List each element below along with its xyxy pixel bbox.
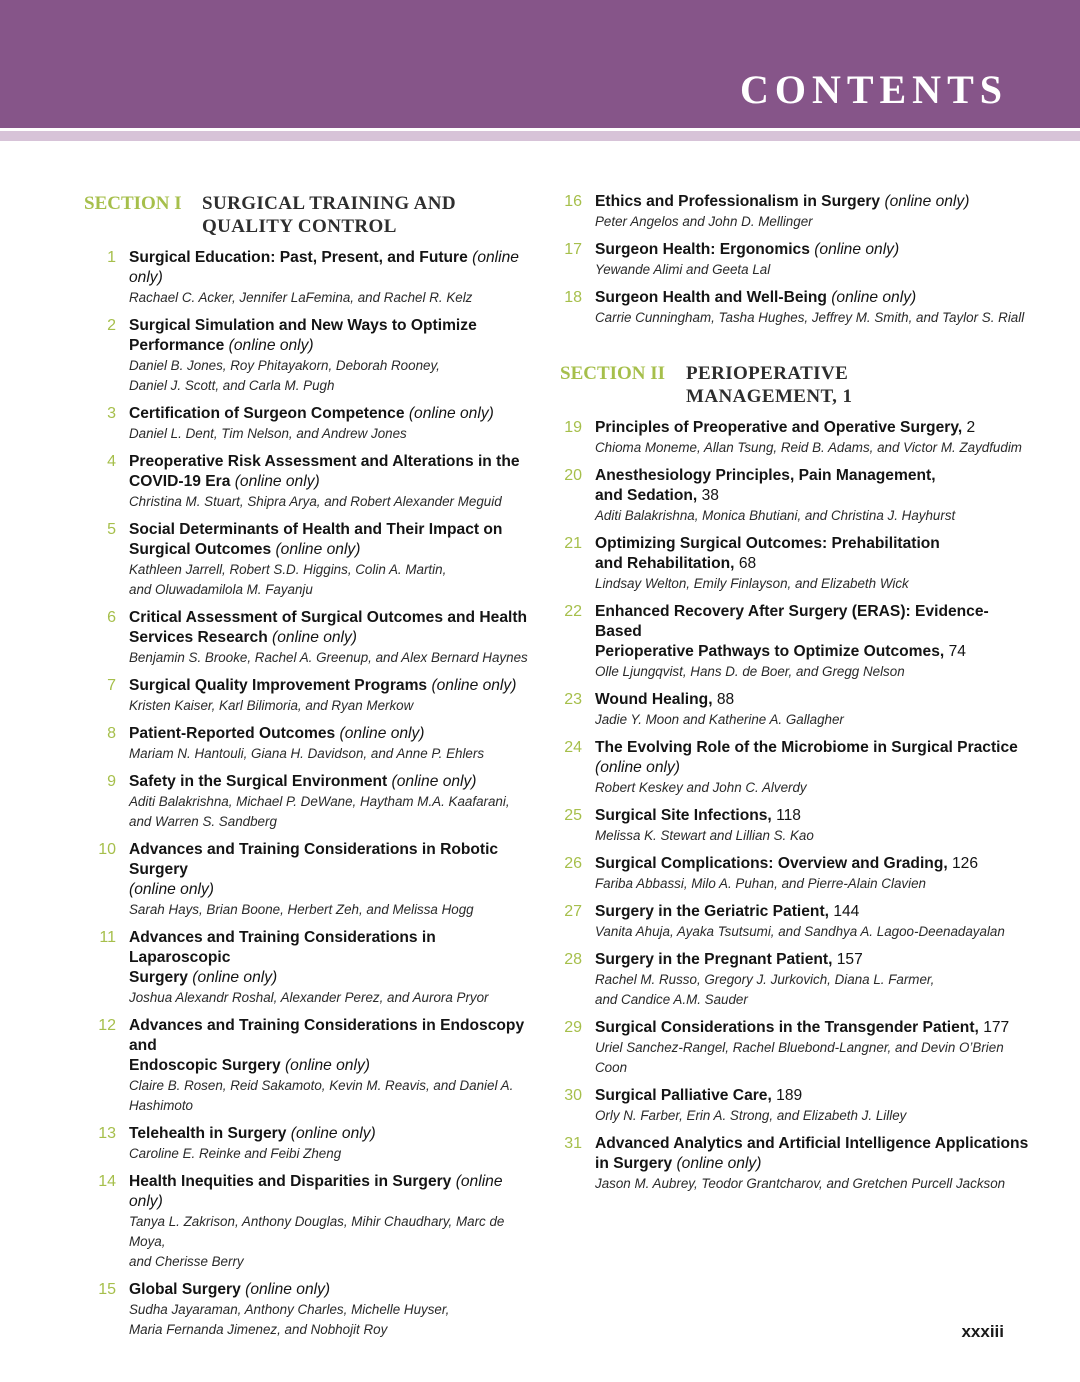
toc-entry[interactable]: [560, 602, 1030, 682]
toc-entry[interactable]: [84, 676, 534, 716]
chapter-title: [595, 192, 1030, 212]
chapter-number: 22: [564, 603, 582, 620]
chapter-title: [129, 840, 534, 900]
authors-line: and Candice A.M. Sauder: [595, 992, 748, 1007]
chapter-title-line: [595, 554, 1030, 574]
authors-line: Peter Angelos and John D. Mellinger: [595, 214, 813, 229]
chapter-title-text: Surgical Outcomes: [129, 541, 272, 558]
toc-entry[interactable]: [560, 240, 1030, 280]
chapter-title-line: [595, 288, 1030, 308]
authors-line: and Warren S. Sandberg: [129, 814, 277, 829]
chapter-title-text: Patient-Reported Outcomes: [129, 725, 336, 742]
entry-list: [560, 192, 1030, 328]
chapter-title-line: [129, 928, 534, 968]
toc-entry[interactable]: [84, 452, 534, 512]
chapter-title-text: Surgery in the Pregnant Patient,: [595, 951, 833, 968]
chapter-title: [595, 902, 1030, 922]
chapter-title: [129, 724, 534, 744]
chapter-title-line: [595, 902, 1030, 922]
chapter-number: 16: [564, 193, 582, 210]
entry-body: [595, 1018, 1030, 1078]
chapter-number: 27: [564, 903, 582, 920]
toc-entry[interactable]: [84, 772, 534, 832]
chapter-title-line: [595, 1018, 1030, 1038]
chapter-title-line: [129, 336, 534, 356]
authors-line: Christina M. Stuart, Shipra Arya, and Robert Alexander Meguid: [129, 494, 502, 509]
chapter-title-line: [595, 642, 1030, 662]
chapter-title-line: [129, 724, 534, 744]
entry-body: [595, 806, 1030, 846]
section-title-line: SURGICAL TRAINING AND: [202, 193, 457, 214]
chapter-title-line: [129, 1016, 534, 1056]
online-only-note: (online only): [880, 193, 970, 210]
entry-body: [129, 772, 534, 832]
online-only-note: (online only): [230, 473, 320, 490]
chapter-title-line: [129, 404, 534, 424]
toc-entry[interactable]: [560, 690, 1030, 730]
chapter-number: 12: [98, 1017, 116, 1034]
authors-line: Daniel B. Jones, Roy Phitayakorn, Deborah Rooney,: [129, 358, 440, 373]
chapter-title-text: Critical Assessment of Surgical Outcomes and Health: [129, 609, 528, 626]
entry-body: [129, 724, 534, 764]
authors-line: Claire B. Rosen, Reid Sakamoto, Kevin M. Reavis, and Daniel A.: [129, 1078, 514, 1093]
page-number: xxxiii: [961, 1322, 1004, 1341]
chapter-title-line: [595, 738, 1030, 758]
chapter-title: [129, 1172, 534, 1212]
page-ref: 68: [734, 555, 757, 572]
entry-list: [84, 248, 534, 1340]
authors-line: Fariba Abbassi, Milo A. Puhan, and Pierre-Alain Clavien: [595, 876, 926, 891]
right-column: [560, 192, 1030, 1202]
toc-entry[interactable]: [560, 534, 1030, 594]
chapter-title-text: Safety in the Surgical Environment: [129, 773, 388, 790]
toc-entry[interactable]: [84, 316, 534, 396]
online-only-note: (online only): [129, 249, 519, 286]
page-ref: 157: [832, 951, 863, 968]
toc-entry[interactable]: [560, 1134, 1030, 1194]
chapter-title-text: Surgical Palliative Care,: [595, 1087, 772, 1104]
chapter-number: 25: [564, 807, 582, 824]
online-only-note: (online only): [335, 725, 425, 742]
toc-entry[interactable]: [560, 738, 1030, 798]
chapter-title-line: [129, 1172, 534, 1212]
chapter-number: 1: [107, 249, 116, 266]
entry-body: [595, 1086, 1030, 1126]
toc-entry[interactable]: [84, 1280, 534, 1340]
authors-line: Orly N. Farber, Erin A. Strong, and Elizabeth J. Lilley: [595, 1108, 907, 1123]
entry-body: [595, 902, 1030, 942]
chapter-number: 3: [107, 405, 116, 422]
online-only-note: (online only): [224, 337, 314, 354]
authors-line: Vanita Ahuja, Ayaka Tsutsumi, and Sandhya A. Lagoo-Deenadayalan: [595, 924, 1005, 939]
authors-line: Daniel L. Dent, Tim Nelson, and Andrew Jones: [129, 426, 407, 441]
chapter-title-line: [595, 240, 1030, 260]
chapter-title-line: [129, 1280, 534, 1300]
chapter-title: [595, 466, 1030, 506]
chapter-title-text: Surgeon Health and Well-Being: [595, 289, 827, 306]
chapter-title-text: Social Determinants of Health and Their Impact on: [129, 521, 503, 538]
authors-line: Kristen Kaiser, Karl Bilimoria, and Ryan Merkow: [129, 698, 414, 713]
page-ref: 38: [697, 487, 719, 504]
section-title: [686, 362, 852, 408]
chapter-title-text: in Surgery: [595, 1155, 673, 1172]
toc-entry[interactable]: [560, 1086, 1030, 1126]
section-heading: [84, 192, 534, 238]
toc-entry[interactable]: [560, 854, 1030, 894]
toc-entry[interactable]: [560, 806, 1030, 846]
chapter-title-text: COVID-19 Era: [129, 473, 231, 490]
online-only-note: (online only): [267, 629, 357, 646]
authors-line: Daniel J. Scott, and Carla M. Pugh: [129, 378, 335, 393]
entry-body: [129, 452, 534, 512]
chapter-number: 30: [564, 1087, 582, 1104]
page-ref: 118: [771, 807, 801, 824]
toc-entry[interactable]: [84, 840, 534, 920]
entry-body: [129, 1172, 534, 1272]
chapter-title-line: [129, 1124, 534, 1144]
chapter-title: [595, 690, 1030, 710]
chapter-title: [595, 1086, 1030, 1106]
entry-body: [595, 192, 1030, 232]
toc-entry[interactable]: [560, 902, 1030, 942]
chapter-number: 31: [564, 1135, 582, 1152]
page-ref: 189: [771, 1087, 803, 1104]
chapter-number: 2: [107, 317, 116, 334]
authors-line: Lindsay Welton, Emily Finlayson, and Elizabeth Wick: [595, 576, 909, 591]
chapter-title-text: Surgical Education: Past, Present, and Future: [129, 249, 468, 266]
chapter-title-text: Telehealth in Surgery: [129, 1125, 287, 1142]
authors-line: Maria Fernanda Jimenez, and Nobhojit Roy: [129, 1322, 388, 1337]
entry-body: [595, 738, 1030, 798]
authors-line: Rachel M. Russo, Gregory J. Jurkovich, Diana L. Farmer,: [595, 972, 935, 987]
entry-body: [595, 602, 1030, 682]
online-only-note: (online only): [187, 969, 278, 986]
chapter-title-text: Surgical Complications: Overview and Grading,: [595, 855, 948, 872]
chapter-title-text: Preoperative Risk Assessment and Alterations in the: [129, 453, 520, 470]
chapter-title: [595, 418, 1030, 438]
chapter-title-line: [129, 452, 534, 472]
chapter-title-text: Anesthesiology Principles, Pain Management,: [595, 467, 936, 484]
chapter-title-text: Services Research: [129, 629, 268, 646]
chapter-title: [129, 452, 534, 492]
entry-body: [129, 248, 534, 308]
header-rule: [0, 131, 1080, 141]
chapter-title-line: [595, 192, 1030, 212]
online-only-note: (online only): [387, 773, 477, 790]
chapter-title-text: Surgical Considerations in the Transgender Patient,: [595, 1019, 979, 1036]
chapter-title: [595, 534, 1030, 574]
online-only-note: (online only): [129, 881, 214, 898]
entry-body: [595, 466, 1030, 526]
authors-line: Melissa K. Stewart and Lillian S. Kao: [595, 828, 814, 843]
chapter-title-text: Wound Healing,: [595, 691, 713, 708]
chapter-title-text: Advanced Analytics and Artificial Intelligence Applications: [595, 1135, 1029, 1152]
chapter-title-line: [129, 968, 534, 988]
chapter-title-text: Surgical Quality Improvement Programs: [129, 677, 428, 694]
section-title-line: PERIOPERATIVE: [686, 363, 849, 384]
chapter-number: 17: [564, 241, 582, 258]
chapter-number: 21: [564, 535, 582, 552]
chapter-title-text: Advances and Training Considerations in Endoscopy and: [129, 1017, 525, 1054]
chapter-title-line: [129, 472, 534, 492]
entry-body: [129, 840, 534, 920]
entry-body: [595, 854, 1030, 894]
chapter-number: 4: [107, 453, 116, 470]
online-only-note: (online only): [809, 241, 900, 258]
entry-body: [129, 1280, 534, 1340]
chapter-number: 19: [564, 419, 582, 436]
entry-body: [129, 1016, 534, 1116]
chapter-title-line: [595, 1134, 1030, 1154]
authors-line: Olle Ljungqvist, Hans D. de Boer, and Gregg Nelson: [595, 664, 905, 679]
authors-line: Uriel Sanchez-Rangel, Rachel Bluebond-Langner, and Devin O’Brien Coon: [595, 1040, 1004, 1075]
online-only-note: (online only): [129, 1173, 503, 1210]
toc-entry[interactable]: [84, 928, 534, 1008]
chapter-title: [595, 1018, 1030, 1038]
chapter-title-text: and Sedation,: [595, 487, 698, 504]
online-only-note: (online only): [280, 1057, 370, 1074]
chapter-number: 8: [107, 725, 116, 742]
chapter-number: 20: [564, 467, 582, 484]
chapter-title: [595, 288, 1030, 308]
chapter-title: [129, 676, 534, 696]
toc-entry[interactable]: [560, 288, 1030, 328]
online-only-note: (online only): [672, 1155, 762, 1172]
toc-entry[interactable]: [84, 1124, 534, 1164]
chapter-number: 14: [98, 1173, 116, 1190]
authors-line: Robert Keskey and John C. Alverdy: [595, 780, 807, 795]
authors-line: Mariam N. Hantouli, Giana H. Davidson, and Anne P. Ehlers: [129, 746, 485, 761]
chapter-title: [129, 248, 534, 288]
authors-line: and Cherisse Berry: [129, 1254, 244, 1269]
chapter-title: [595, 806, 1030, 826]
chapter-title-text: Certification of Surgeon Competence: [129, 405, 405, 422]
section-heading: [560, 362, 1030, 408]
chapter-title-line: [595, 466, 1030, 486]
chapter-title: [129, 1016, 534, 1076]
authors-line: Aditi Balakrishna, Michael P. DeWane, Haytham M.A. Kaafarani,: [129, 794, 510, 809]
online-only-note: (online only): [427, 677, 517, 694]
online-only-note: (online only): [595, 759, 680, 776]
chapter-title-line: [595, 1086, 1030, 1106]
chapter-title: [595, 738, 1030, 778]
entry-body: [595, 534, 1030, 594]
page-ref: 177: [978, 1019, 1010, 1036]
chapter-number: 6: [107, 609, 116, 626]
page-ref: 2: [962, 419, 976, 436]
chapter-title-line: [595, 950, 1030, 970]
chapter-number: 13: [98, 1125, 116, 1142]
chapter-title-line: [129, 676, 534, 696]
chapter-number: 10: [98, 841, 116, 858]
toc-entry[interactable]: [84, 520, 534, 600]
chapter-title-line: [129, 628, 534, 648]
authors-line: and Oluwadamilola M. Fayanju: [129, 582, 313, 597]
chapter-number: 26: [564, 855, 582, 872]
chapter-title-text: Ethics and Professionalism in Surgery: [595, 193, 881, 210]
chapter-title-text: Health Inequities and Disparities in Surgery: [129, 1173, 452, 1190]
chapter-title-line: [129, 772, 534, 792]
authors-line: Rachael C. Acker, Jennifer LaFemina, and Rachel R. Kelz: [129, 290, 473, 305]
authors-line: Aditi Balakrishna, Monica Bhutiani, and Christina J. Hayhurst: [595, 508, 956, 523]
toc-entry[interactable]: [84, 608, 534, 668]
chapter-title-text: The Evolving Role of the Microbiome in Surgical Practice: [595, 739, 1018, 756]
chapter-title: [129, 520, 534, 560]
page-ref: 126: [947, 855, 979, 872]
page-ref: 88: [712, 691, 735, 708]
chapter-number: 29: [564, 1019, 582, 1036]
chapter-title-text: Surgeon Health: Ergonomics: [595, 241, 810, 258]
toc-entry[interactable]: [84, 1016, 534, 1116]
authors-line: Tanya L. Zakrison, Anthony Douglas, Mihir Chaudhary, Marc de Moya,: [129, 1214, 505, 1249]
section-title-line: MANAGEMENT, 1: [686, 386, 853, 407]
authors-line: Hashimoto: [129, 1098, 194, 1113]
toc-entry[interactable]: [560, 950, 1030, 1010]
entry-body: [595, 690, 1030, 730]
chapter-title-line: [595, 486, 1030, 506]
chapter-title-text: Principles of Preoperative and Operative Surgery,: [595, 419, 963, 436]
chapter-title-text: Surgical Site Infections,: [595, 807, 772, 824]
toc-entry[interactable]: [560, 466, 1030, 526]
chapter-title-text: and Rehabilitation,: [595, 555, 735, 572]
online-only-note: (online only): [826, 289, 917, 306]
online-only-note: (online only): [271, 541, 361, 558]
chapter-title: [129, 1280, 534, 1300]
chapter-number: 7: [107, 677, 116, 694]
page-ref: 144: [828, 903, 860, 920]
section-label: SECTION I: [84, 193, 182, 214]
chapter-title-text: Performance: [129, 337, 225, 354]
entry-list: [560, 418, 1030, 1194]
authors-line: Chioma Moneme, Allan Tsung, Reid B. Adams, and Victor M. Zaydfudim: [595, 440, 1022, 455]
entry-body: [129, 404, 534, 444]
entry-body: [129, 608, 534, 668]
toc-entry[interactable]: [84, 248, 534, 308]
chapter-title-text: Perioperative Pathways to Optimize Outcomes,: [595, 643, 945, 660]
authors-line: Caroline E. Reinke and Feibi Zheng: [129, 1146, 342, 1161]
authors-line: Jadie Y. Moon and Katherine A. Gallagher: [595, 712, 844, 727]
chapter-title: [595, 602, 1030, 662]
chapter-title: [595, 1134, 1030, 1174]
chapter-title-line: [595, 806, 1030, 826]
chapter-title-text: Surgery in the Geriatric Patient,: [595, 903, 829, 920]
chapter-title-text: Surgery: [129, 969, 188, 986]
authors-line: Carrie Cunningham, Tasha Hughes, Jeffrey M. Smith, and Taylor S. Riall: [595, 310, 1025, 325]
page-ref: 74: [944, 643, 966, 660]
chapter-title-text: Surgical Simulation and New Ways to Optimize: [129, 317, 477, 334]
online-only-note: (online only): [240, 1281, 331, 1298]
chapter-title-text: Global Surgery: [129, 1281, 241, 1298]
chapter-title-line: [129, 840, 534, 880]
chapter-title-line: [595, 854, 1030, 874]
entry-body: [129, 928, 534, 1008]
online-only-note: (online only): [404, 405, 494, 422]
authors-line: Yewande Alimi and Geeta Lal: [595, 262, 771, 277]
chapter-title-text: Enhanced Recovery After Surgery (ERAS): Evidence-Based: [595, 603, 989, 640]
entry-body: [129, 1124, 534, 1164]
chapter-title: [129, 316, 534, 356]
chapter-title: [129, 1124, 534, 1144]
toc-entry[interactable]: [560, 418, 1030, 458]
entry-body: [129, 316, 534, 396]
chapter-title: [129, 404, 534, 424]
chapter-title-line: [595, 602, 1030, 642]
chapter-title: [129, 608, 534, 648]
chapter-title: [595, 240, 1030, 260]
online-only-note: (online only): [286, 1125, 376, 1142]
toc-entry[interactable]: [560, 1018, 1030, 1078]
chapter-title-line: [129, 608, 534, 628]
chapter-title-line: [129, 520, 534, 540]
section-label: SECTION II: [560, 363, 666, 384]
chapter-title-line: [595, 418, 1030, 438]
chapter-title-line: [595, 1154, 1030, 1174]
chapter-number: 15: [98, 1281, 116, 1298]
chapter-title: [129, 772, 534, 792]
chapter-title-line: [595, 690, 1030, 710]
entry-body: [595, 1134, 1030, 1194]
chapter-title-line: [129, 540, 534, 560]
entry-body: [595, 950, 1030, 1010]
left-column: [84, 192, 534, 1348]
chapter-number: 9: [107, 773, 116, 790]
chapter-title-text: Endoscopic Surgery: [129, 1057, 281, 1074]
chapter-title-line: [595, 534, 1030, 554]
entry-body: [595, 288, 1030, 328]
entry-body: [595, 240, 1030, 280]
chapter-title-text: Optimizing Surgical Outcomes: Prehabilitation: [595, 535, 940, 552]
authors-line: Kathleen Jarrell, Robert S.D. Higgins, Colin A. Martin,: [129, 562, 447, 577]
chapter-title-text: Advances and Training Considerations in Laparoscopic: [129, 929, 436, 966]
authors-line: Joshua Alexandr Roshal, Alexander Perez, and Aurora Pryor: [129, 990, 489, 1005]
chapter-number: 11: [99, 929, 116, 946]
section-title-line: QUALITY CONTROL: [202, 216, 397, 237]
chapter-number: 5: [107, 521, 116, 538]
chapter-title-text: Advances and Training Considerations in Robotic Surgery: [129, 841, 499, 878]
entry-body: [129, 520, 534, 600]
authors-line: Sarah Hays, Brian Boone, Herbert Zeh, and Melissa Hogg: [129, 902, 474, 917]
chapter-title: [595, 950, 1030, 970]
chapter-title: [595, 854, 1030, 874]
page-title: CONTENTS: [739, 67, 1008, 112]
toc-entry[interactable]: [84, 404, 534, 444]
entry-body: [595, 418, 1030, 458]
chapter-number: 23: [564, 691, 582, 708]
chapter-number: 18: [564, 289, 582, 306]
toc-entry[interactable]: [84, 724, 534, 764]
entry-body: [129, 676, 534, 716]
section-title: [202, 192, 456, 238]
chapter-title: [129, 928, 534, 988]
chapter-title-line: [129, 1056, 534, 1076]
chapter-number: 24: [564, 739, 582, 756]
chapter-title-line: [129, 248, 534, 288]
authors-line: Benjamin S. Brooke, Rachel A. Greenup, and Alex Bernard Haynes: [129, 650, 528, 665]
chapter-title-line: [129, 316, 534, 336]
authors-line: Jason M. Aubrey, Teodor Grantcharov, and Gretchen Purcell Jackson: [595, 1176, 1006, 1191]
authors-line: Sudha Jayaraman, Anthony Charles, Michelle Huyser,: [129, 1302, 450, 1317]
chapter-number: 28: [564, 951, 582, 968]
toc-entry[interactable]: [84, 1172, 534, 1272]
toc-entry[interactable]: [560, 192, 1030, 232]
